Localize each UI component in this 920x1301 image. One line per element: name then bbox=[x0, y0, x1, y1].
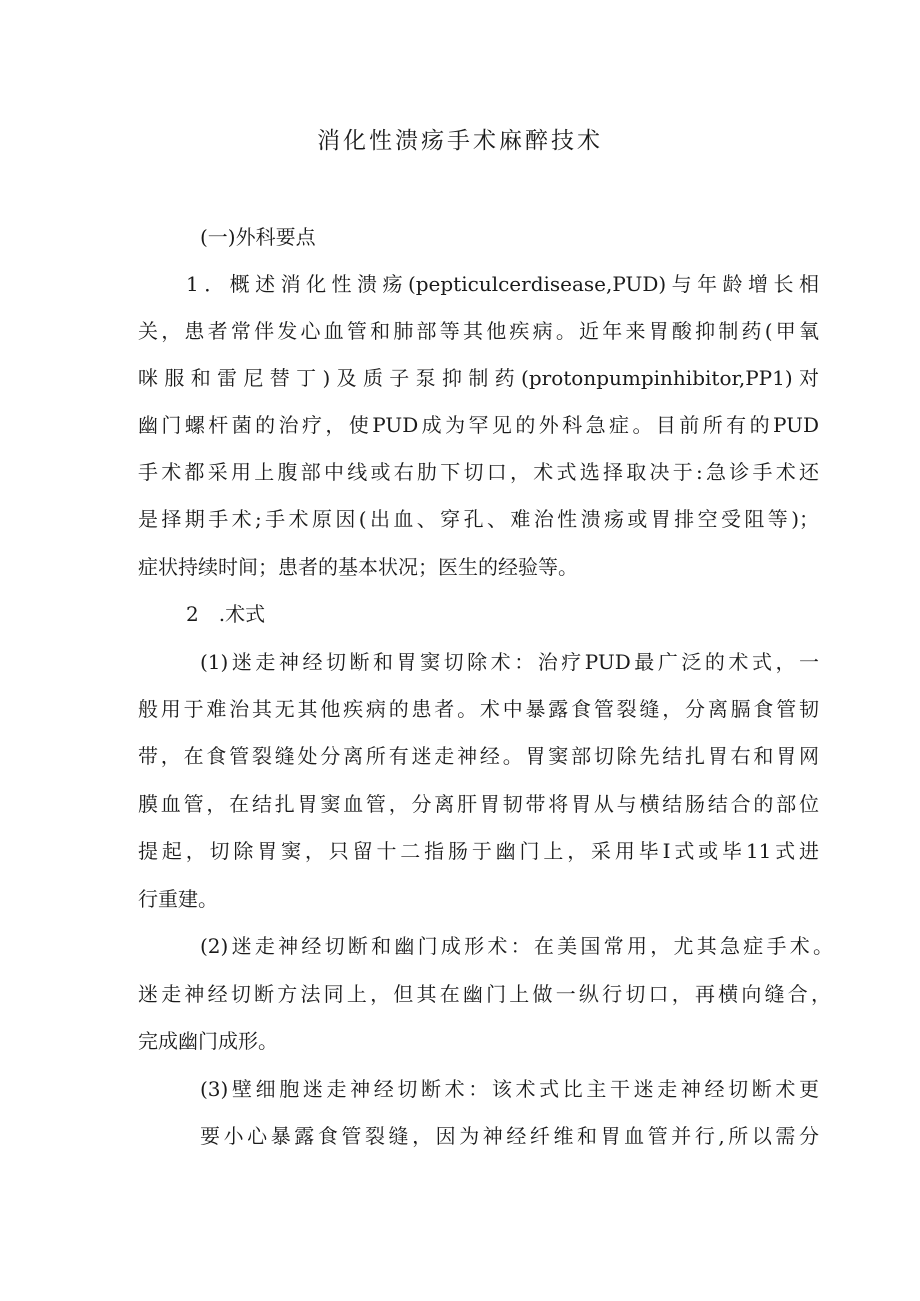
document-title: 消化性溃疡手术麻醉技术 bbox=[317, 128, 603, 154]
paragraph-line: 行重建。 bbox=[138, 887, 218, 911]
paragraph-line: (3)壁细胞迷走神经切断术：该术式比主干迷走神经切断术更 bbox=[200, 1077, 819, 1101]
paragraph-line: 症状持续时间；患者的基本状况；医生的经验等。 bbox=[138, 555, 578, 579]
paragraph-line: 是择期手术;手术原因(出血、穿孔、难治性溃疡或胃排空受阻等)； bbox=[138, 507, 819, 531]
paragraph-line: 1．概述消化性溃疡(pepticulcerdisease,PUD)与年龄增长相 bbox=[186, 272, 819, 296]
paragraph-line: 带，在食管裂缝处分离所有迷走神经。胃窦部切除先结扎胃右和胃网 bbox=[138, 744, 819, 768]
paragraph-line: 提起，切除胃窦，只留十二指肠于幽门上，采用毕I式或毕11式进 bbox=[138, 839, 819, 863]
paragraph-line: 般用于难治其无其他疾病的患者。术中暴露食管裂缝，分离膈食管韧 bbox=[138, 697, 819, 721]
paragraph-line: (1)迷走神经切断和胃窦切除术：治疗PUD最广泛的术式，一 bbox=[200, 650, 819, 674]
paragraph-line: 幽门螺杆菌的治疗，使PUD成为罕见的外科急症。目前所有的PUD bbox=[138, 413, 819, 437]
paragraph-line: 迷走神经切断方法同上，但其在幽门上做一纵行切口，再横向缝合， bbox=[138, 982, 831, 1006]
paragraph-line: 咪服和雷尼替丁)及质子泵抑制药(protonpumpinhibitor,PP1)对 bbox=[138, 366, 819, 390]
paragraph-line: 手术都采用上腹部中线或右肋下切口，术式选择取决于:急诊手术还 bbox=[138, 460, 819, 484]
paragraph-line: (2)迷走神经切断和幽门成形术：在美国常用，尤其急症手术。 bbox=[200, 934, 833, 958]
paragraph-line: 关，患者常伴发心血管和肺部等其他疾病。近年来胃酸抑制药(甲氧 bbox=[138, 319, 819, 343]
paragraph-line: 完成幽门成形。 bbox=[138, 1029, 278, 1053]
paragraph-line: 要小心暴露食管裂缝，因为神经纤维和胃血管并行,所以需分 bbox=[200, 1124, 819, 1148]
section-heading: (一)外科要点 bbox=[200, 225, 316, 249]
paragraph-line: 膜血管，在结扎胃窦血管，分离肝胃韧带将胃从与横结肠结合的部位 bbox=[138, 792, 819, 816]
subsection-heading: 2 .术式 bbox=[186, 602, 266, 626]
